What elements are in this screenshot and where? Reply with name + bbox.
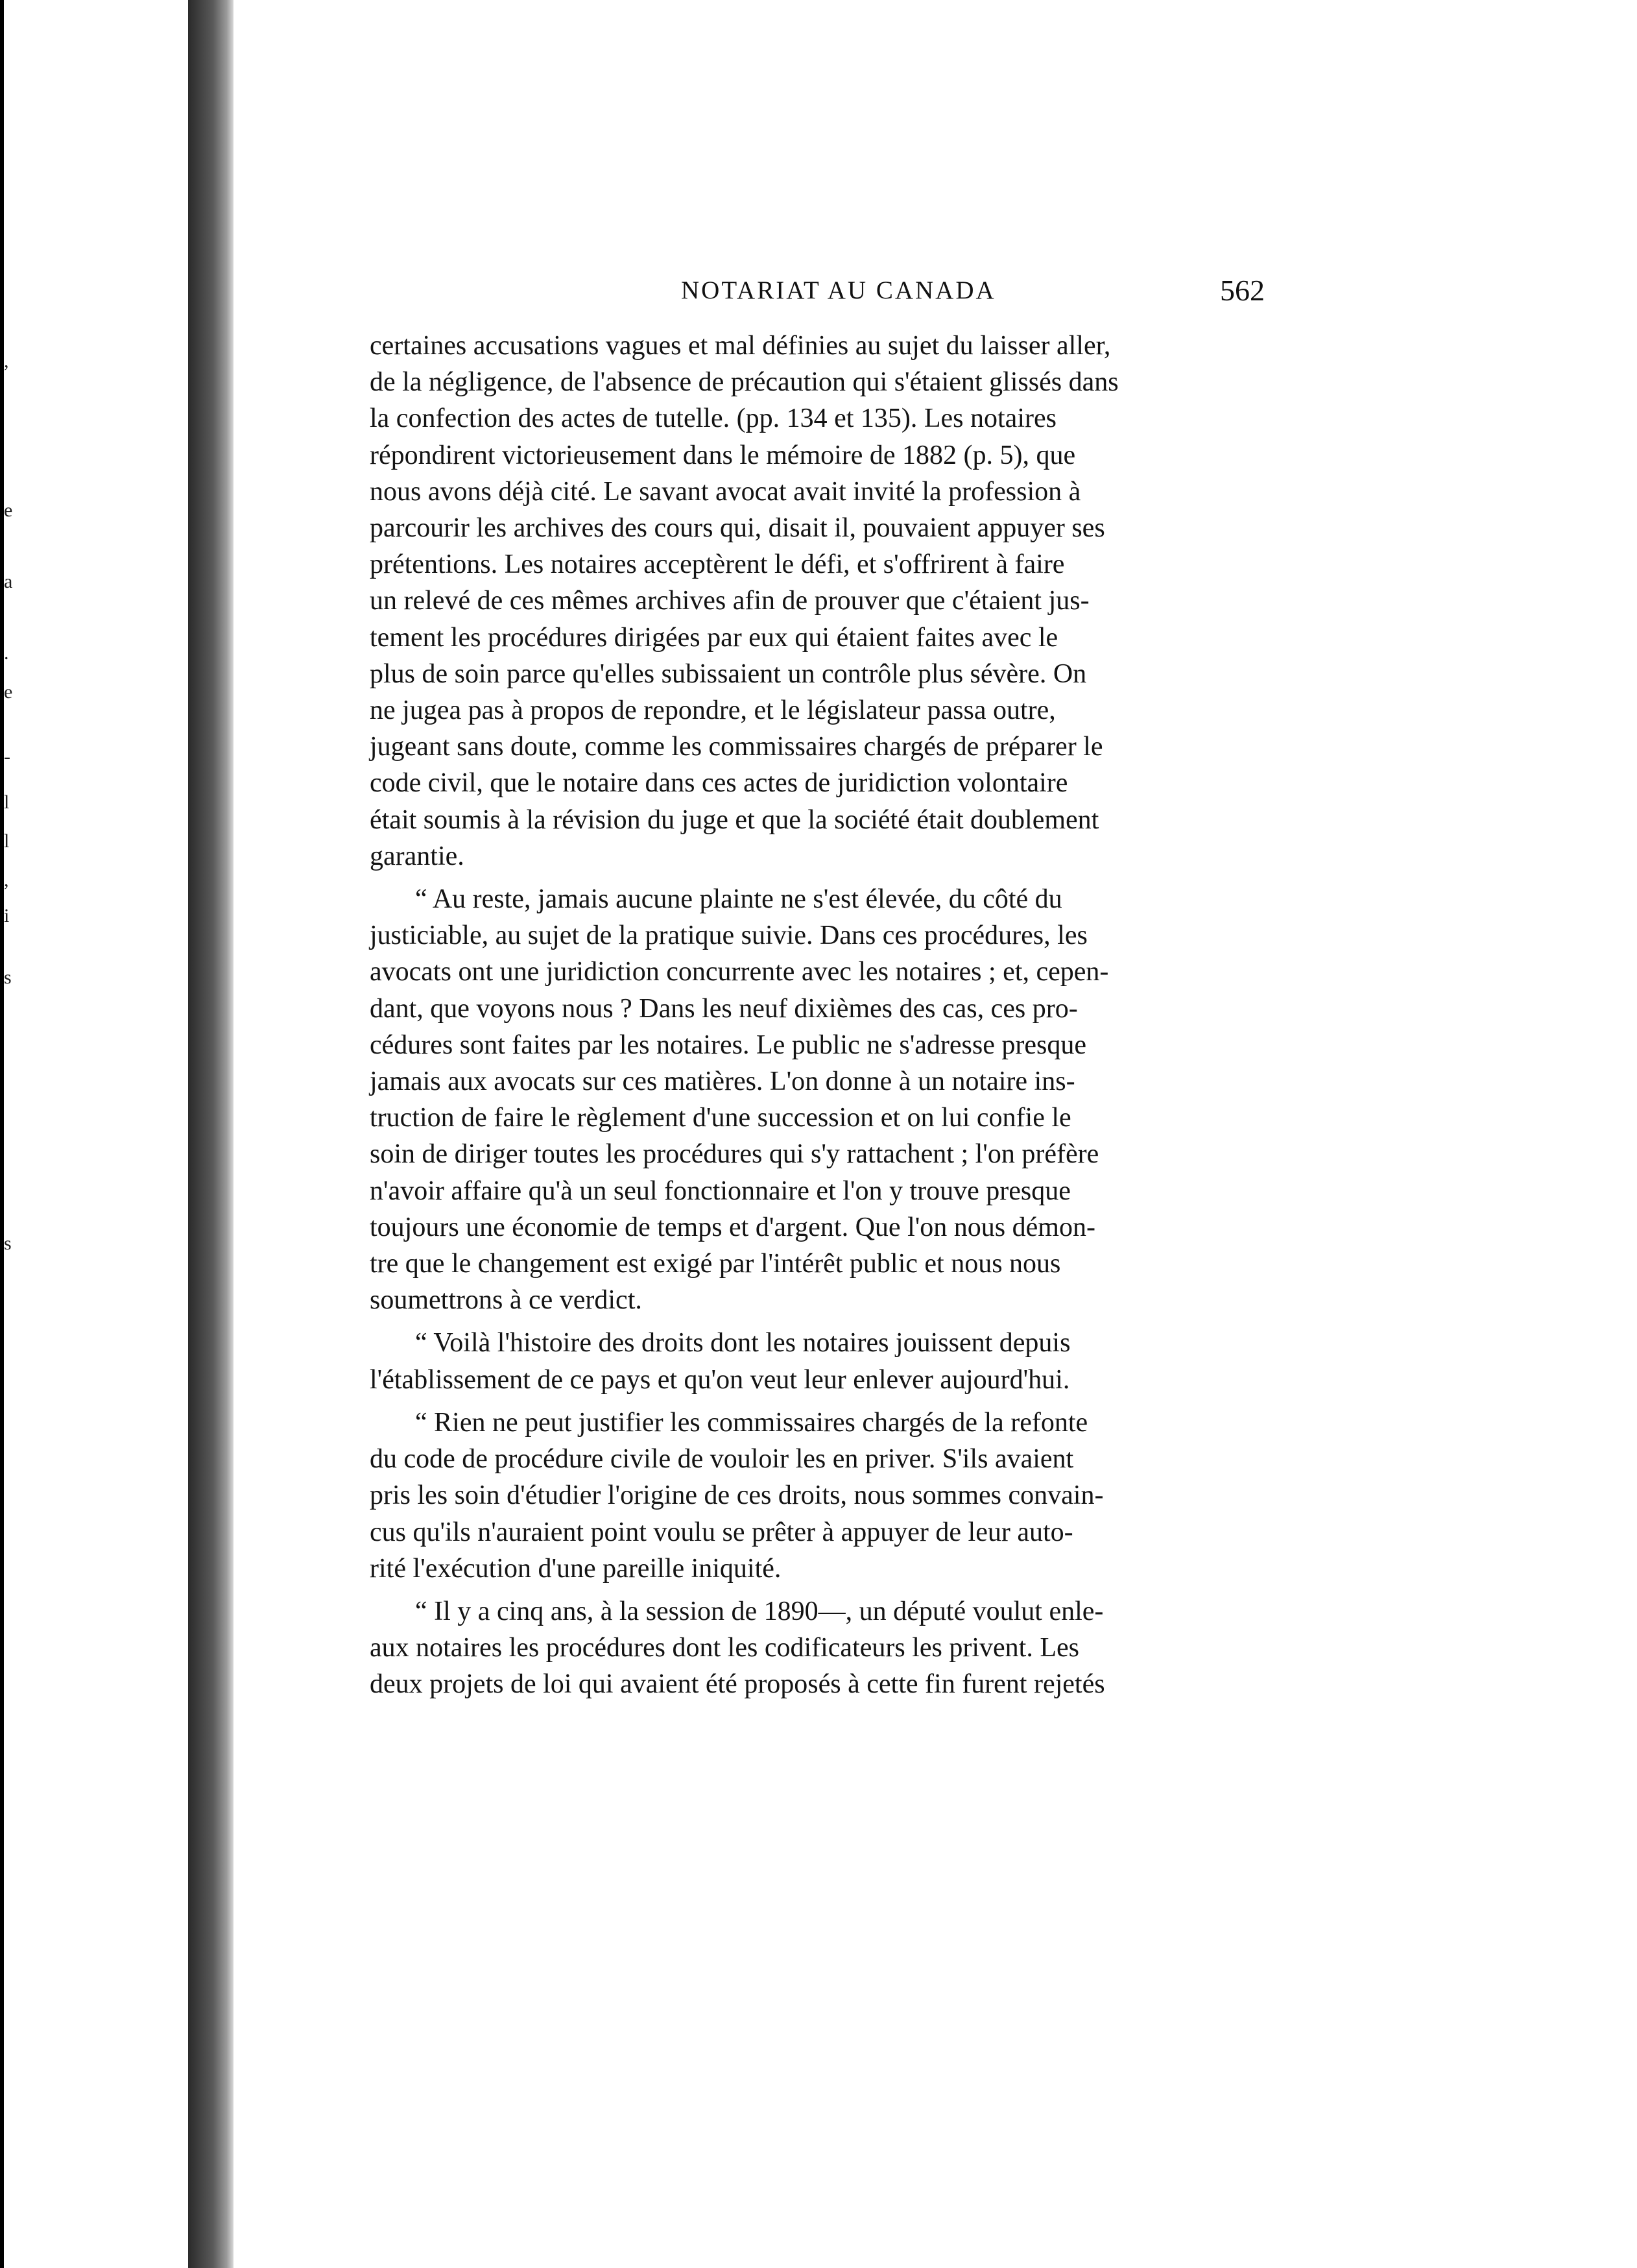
margin-mark: , [4,869,9,891]
margin-mark: e [4,500,13,521]
margin-mark: s [4,967,12,988]
paragraph: “ Il y a cinq ans, à la session de 1890—, un député voulut enle- aux notaires les procédures dont les codificateurs les privent. Les deux projets de loi qui avaient été proposés à cette fin furent rejetés [370,1596,1105,1700]
margin-mark: i [4,905,10,926]
paragraph: “ Voilà l'histoire des droits dont les notaires jouissent depuis l'établissement de ce pays et qu'on veut leur enlever aujourd'hui. [370,1328,1071,1395]
margin-mark: - [4,746,10,767]
body-text [370,328,1258,1709]
left-margin-bleed [0,0,26,2268]
paragraph: certaines accusations vagues et mal définies au sujet du laisser aller, de la négligence, de l'absence de précaution qui s'étaient glissés dans la confection des actes de tutelle. (pp. 134 et 135). Les notaires répondirent victorieusement dans le mémoire de 1882 (p. 5), que nous avons déjà cité. Le savant avocat avait invité la profession à parcourir les archives des cours qui, disait il, pouvaient appuyer ses prétentions. Les notaires acceptèrent le défi, et s'offrirent à faire un relevé de ces mêmes archives afin de prouver que c'étaient jus- tement les procédures dirigées par eux qui étaient faites avec le plus de soin parce qu'elles subissaient un contrôle plus sévère. On ne jugea pas à propos de repondre, et le législateur passa outre, jugeant sans doute, comme les commissaires chargés de préparer le code civil, que le notaire dans ces actes de juridiction volontaire était soumis à la révision du juge et que la société était doublement garantie. [370,331,1119,871]
margin-mark: s [4,1233,12,1254]
page-number: 562 [1220,274,1265,307]
margin-mark: . [4,642,9,664]
running-title: NOTARIAT AU CANADA [681,276,996,304]
margin-mark: l [4,791,10,813]
margin-mark: l [4,830,10,852]
margin-mark: e [4,681,13,703]
paragraph: “ Au reste, jamais aucune plainte ne s'est élevée, du côté du justiciable, au sujet de la pratique suivie. Dans ces procédures, les avocats ont une juridiction concurrente avec les notaires ; et, cepen- dant, que voyons nous ? Dans les neuf dixièmes des cas, ces pro- cédures sont faites par les notaires. Le public ne s'adresse presque jamais aux avocats sur ces matières. L'on donne à un notaire ins- truction de faire le règlement d'une succession et on lui confie le soin de diriger toutes les procédures qui s'y rattachent ; l'on préfère n'avoir affaire qu'à un seul fonctionnaire et l'on y trouve presque toujours une économie de temps et d'argent. Que l'on nous démon- tre que le changement est exigé par l'intérêt public et nous nous soumettrons à ce verdict. [370,884,1109,1316]
book-binding-shadow [188,0,233,2268]
margin-mark: a [4,571,13,592]
margin-mark: , [4,350,9,372]
paragraph: “ Rien ne peut justifier les commissaires chargés de la refonte du code de procédure civile de vouloir les en priver. S'ils avaient pris les soin d'étudier l'origine de ces droits, nous sommes convain- cus qu'ils n'auraient point voulu se prêter à appuyer de leur auto- rité l'exécution d'une pareille iniquité. [370,1407,1104,1584]
page-header [681,276,1265,315]
